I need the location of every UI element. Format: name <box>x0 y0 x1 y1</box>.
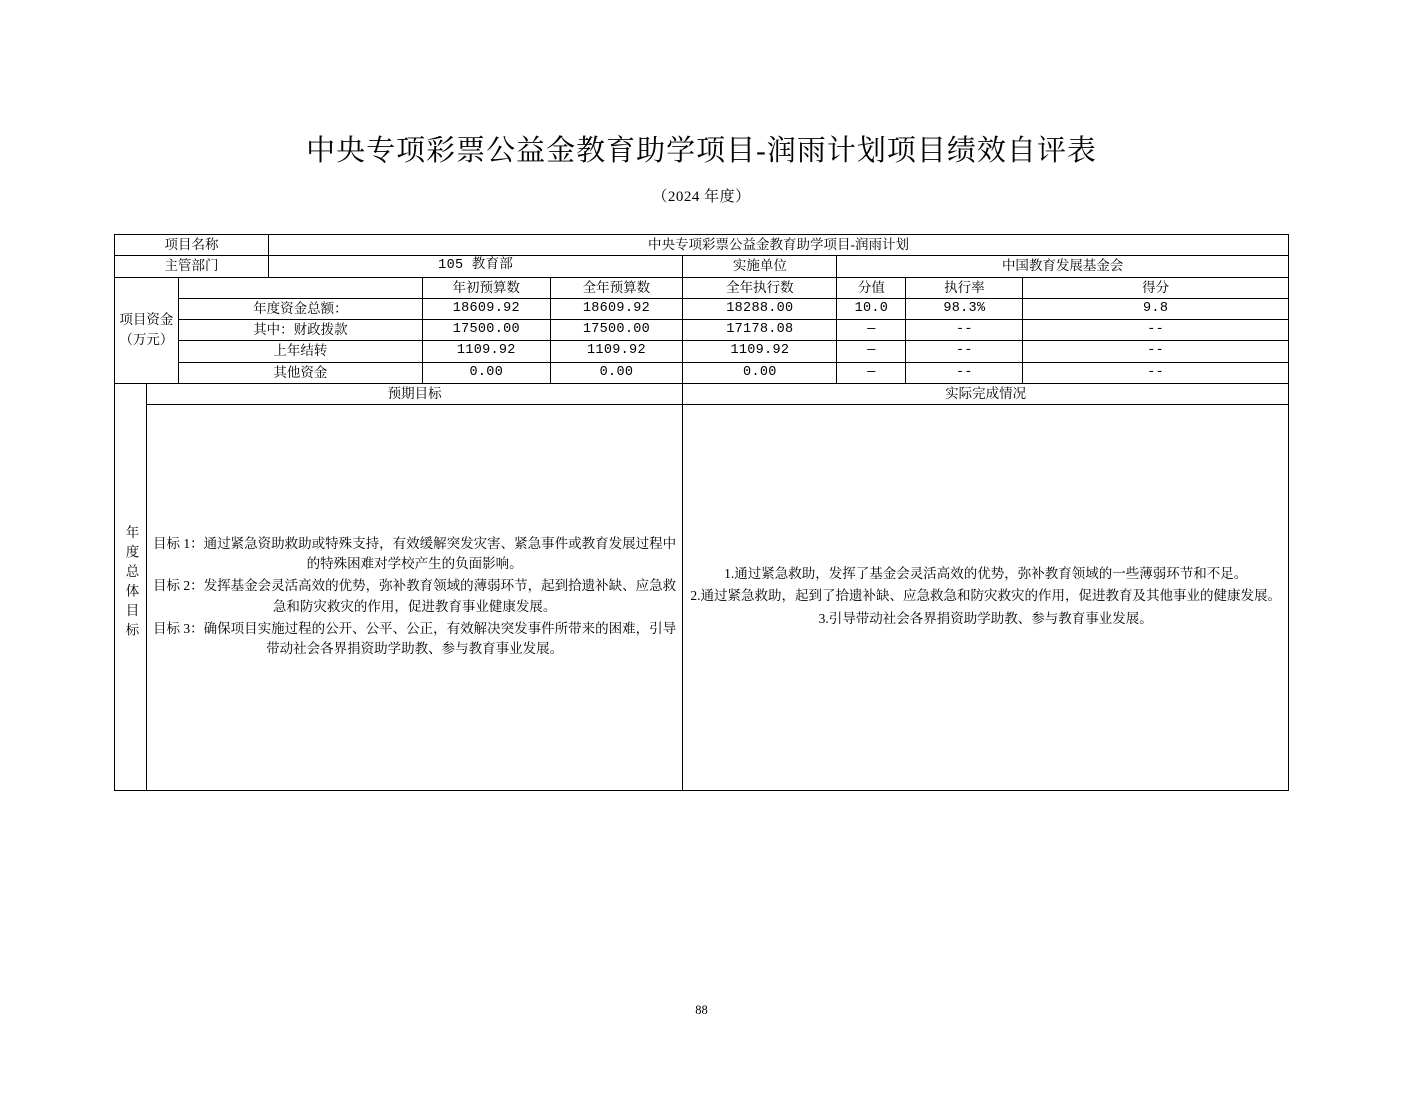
fund-row-annual-budget: 0.00 <box>550 362 683 383</box>
project-name-value: 中央专项彩票公益金教育助学项目-润雨计划 <box>269 235 1289 256</box>
document-page <box>0 128 1403 1120</box>
page-subtitle: （2024 年度） <box>652 189 751 205</box>
fund-header-score-value: 分值 <box>837 277 906 298</box>
implementing-unit-value: 中国教育发展基金会 <box>837 256 1289 277</box>
fund-row-annual-execution: 17178.08 <box>683 320 837 341</box>
fund-row-execution-rate: -- <box>906 320 1023 341</box>
fund-row-label: 其中：财政拨款 <box>178 320 422 341</box>
table-row-goal-content <box>115 405 1289 791</box>
fund-row-annual-execution: 1109.92 <box>683 341 837 362</box>
actual-result-1: 1.通过紧急救助，发挥了基金会灵活高效的优势，弥补教育领域的一些薄弱环节和不足。 <box>724 566 1248 582</box>
expected-goals-cell <box>146 405 682 791</box>
performance-evaluation-table <box>114 234 1289 791</box>
department-value: 105 教育部 <box>269 256 683 277</box>
fund-row-annual-budget: 18609.92 <box>550 298 683 319</box>
page-title: 中央专项彩票公益金教育助学项目-润雨计划项目绩效自评表 <box>306 135 1097 167</box>
page-number: 88 <box>695 1003 708 1017</box>
expected-goal-1: 目标 1：通过紧急资助救助或特殊支持，有效缓解突发灾害、紧急事件或教育发展过程中的特殊困难对学校产生的负面影响。 <box>153 535 677 571</box>
fund-row-score-value: — <box>837 341 906 362</box>
fund-header-blank <box>178 277 422 298</box>
fund-row-execution-rate: -- <box>906 362 1023 383</box>
fund-row-score: -- <box>1023 341 1289 362</box>
expected-goal-2: 目标 2：发挥基金会灵活高效的优势，弥补教育领域的薄弱环节，起到拾遗补缺、应急救急和防灾救灾的作用，促进教育事业健康发展。 <box>153 578 677 614</box>
project-funds-label <box>115 277 179 383</box>
department-label: 主管部门 <box>115 256 269 277</box>
fund-row-label: 上年结转 <box>178 341 422 362</box>
fund-row-initial-budget: 17500.00 <box>423 320 550 341</box>
fund-row-execution-rate: -- <box>906 341 1023 362</box>
fund-row-score: -- <box>1023 320 1289 341</box>
actual-result-3: 3.引导带动社会各界捐资助学助教、参与教育事业发展。 <box>818 610 1153 626</box>
fund-row-annual-budget: 17500.00 <box>550 320 683 341</box>
fund-row-execution-rate: 98.3% <box>906 298 1023 319</box>
fund-row-initial-budget: 18609.92 <box>423 298 550 319</box>
table-row-project-name <box>115 235 1289 256</box>
implementing-unit-label: 实施单位 <box>683 256 837 277</box>
actual-result-header: 实际完成情况 <box>683 383 1289 404</box>
table-row-goal-headers <box>115 383 1289 404</box>
fund-row-annual-execution: 18288.00 <box>683 298 837 319</box>
project-name-label: 项目名称 <box>115 235 269 256</box>
fund-row-initial-budget: 0.00 <box>423 362 550 383</box>
overall-goal-label: 年度总体目标 <box>115 383 147 790</box>
table-row <box>115 320 1289 341</box>
fund-row-score: -- <box>1023 362 1289 383</box>
fund-row-label: 年度资金总额： <box>178 298 422 319</box>
fund-header-annual-budget: 全年预算数 <box>550 277 683 298</box>
project-funds-label-line2: （万元） <box>119 332 174 348</box>
fund-row-score-value: — <box>837 362 906 383</box>
actual-results-cell <box>683 405 1289 791</box>
table-row-department <box>115 256 1289 277</box>
table-row <box>115 362 1289 383</box>
fund-row-label: 其他资金 <box>178 362 422 383</box>
table-row <box>115 298 1289 319</box>
actual-result-2: 2.通过紧急救助，起到了拾遗补缺、应急救急和防灾救灾的作用，促进教育及其他事业的健康发展。 <box>690 588 1281 604</box>
fund-row-initial-budget: 1109.92 <box>423 341 550 362</box>
table-row <box>115 341 1289 362</box>
fund-header-initial-budget: 年初预算数 <box>423 277 550 298</box>
fund-row-annual-execution: 0.00 <box>683 362 837 383</box>
fund-row-score: 9.8 <box>1023 298 1289 319</box>
expected-goal-header: 预期目标 <box>146 383 682 404</box>
fund-header-score: 得分 <box>1023 277 1289 298</box>
table-row-fund-headers <box>115 277 1289 298</box>
fund-row-annual-budget: 1109.92 <box>550 341 683 362</box>
project-funds-label-line1: 项目资金 <box>119 311 174 327</box>
fund-row-score-value: — <box>837 320 906 341</box>
expected-goal-3: 目标 3：确保项目实施过程的公开、公平、公正，有效解决突发事件所带来的困难，引导带动社会各界捐资助学助教、参与教育事业发展。 <box>153 620 677 656</box>
fund-header-execution-rate: 执行率 <box>906 277 1023 298</box>
fund-header-annual-execution: 全年执行数 <box>683 277 837 298</box>
fund-row-score-value: 10.0 <box>837 298 906 319</box>
